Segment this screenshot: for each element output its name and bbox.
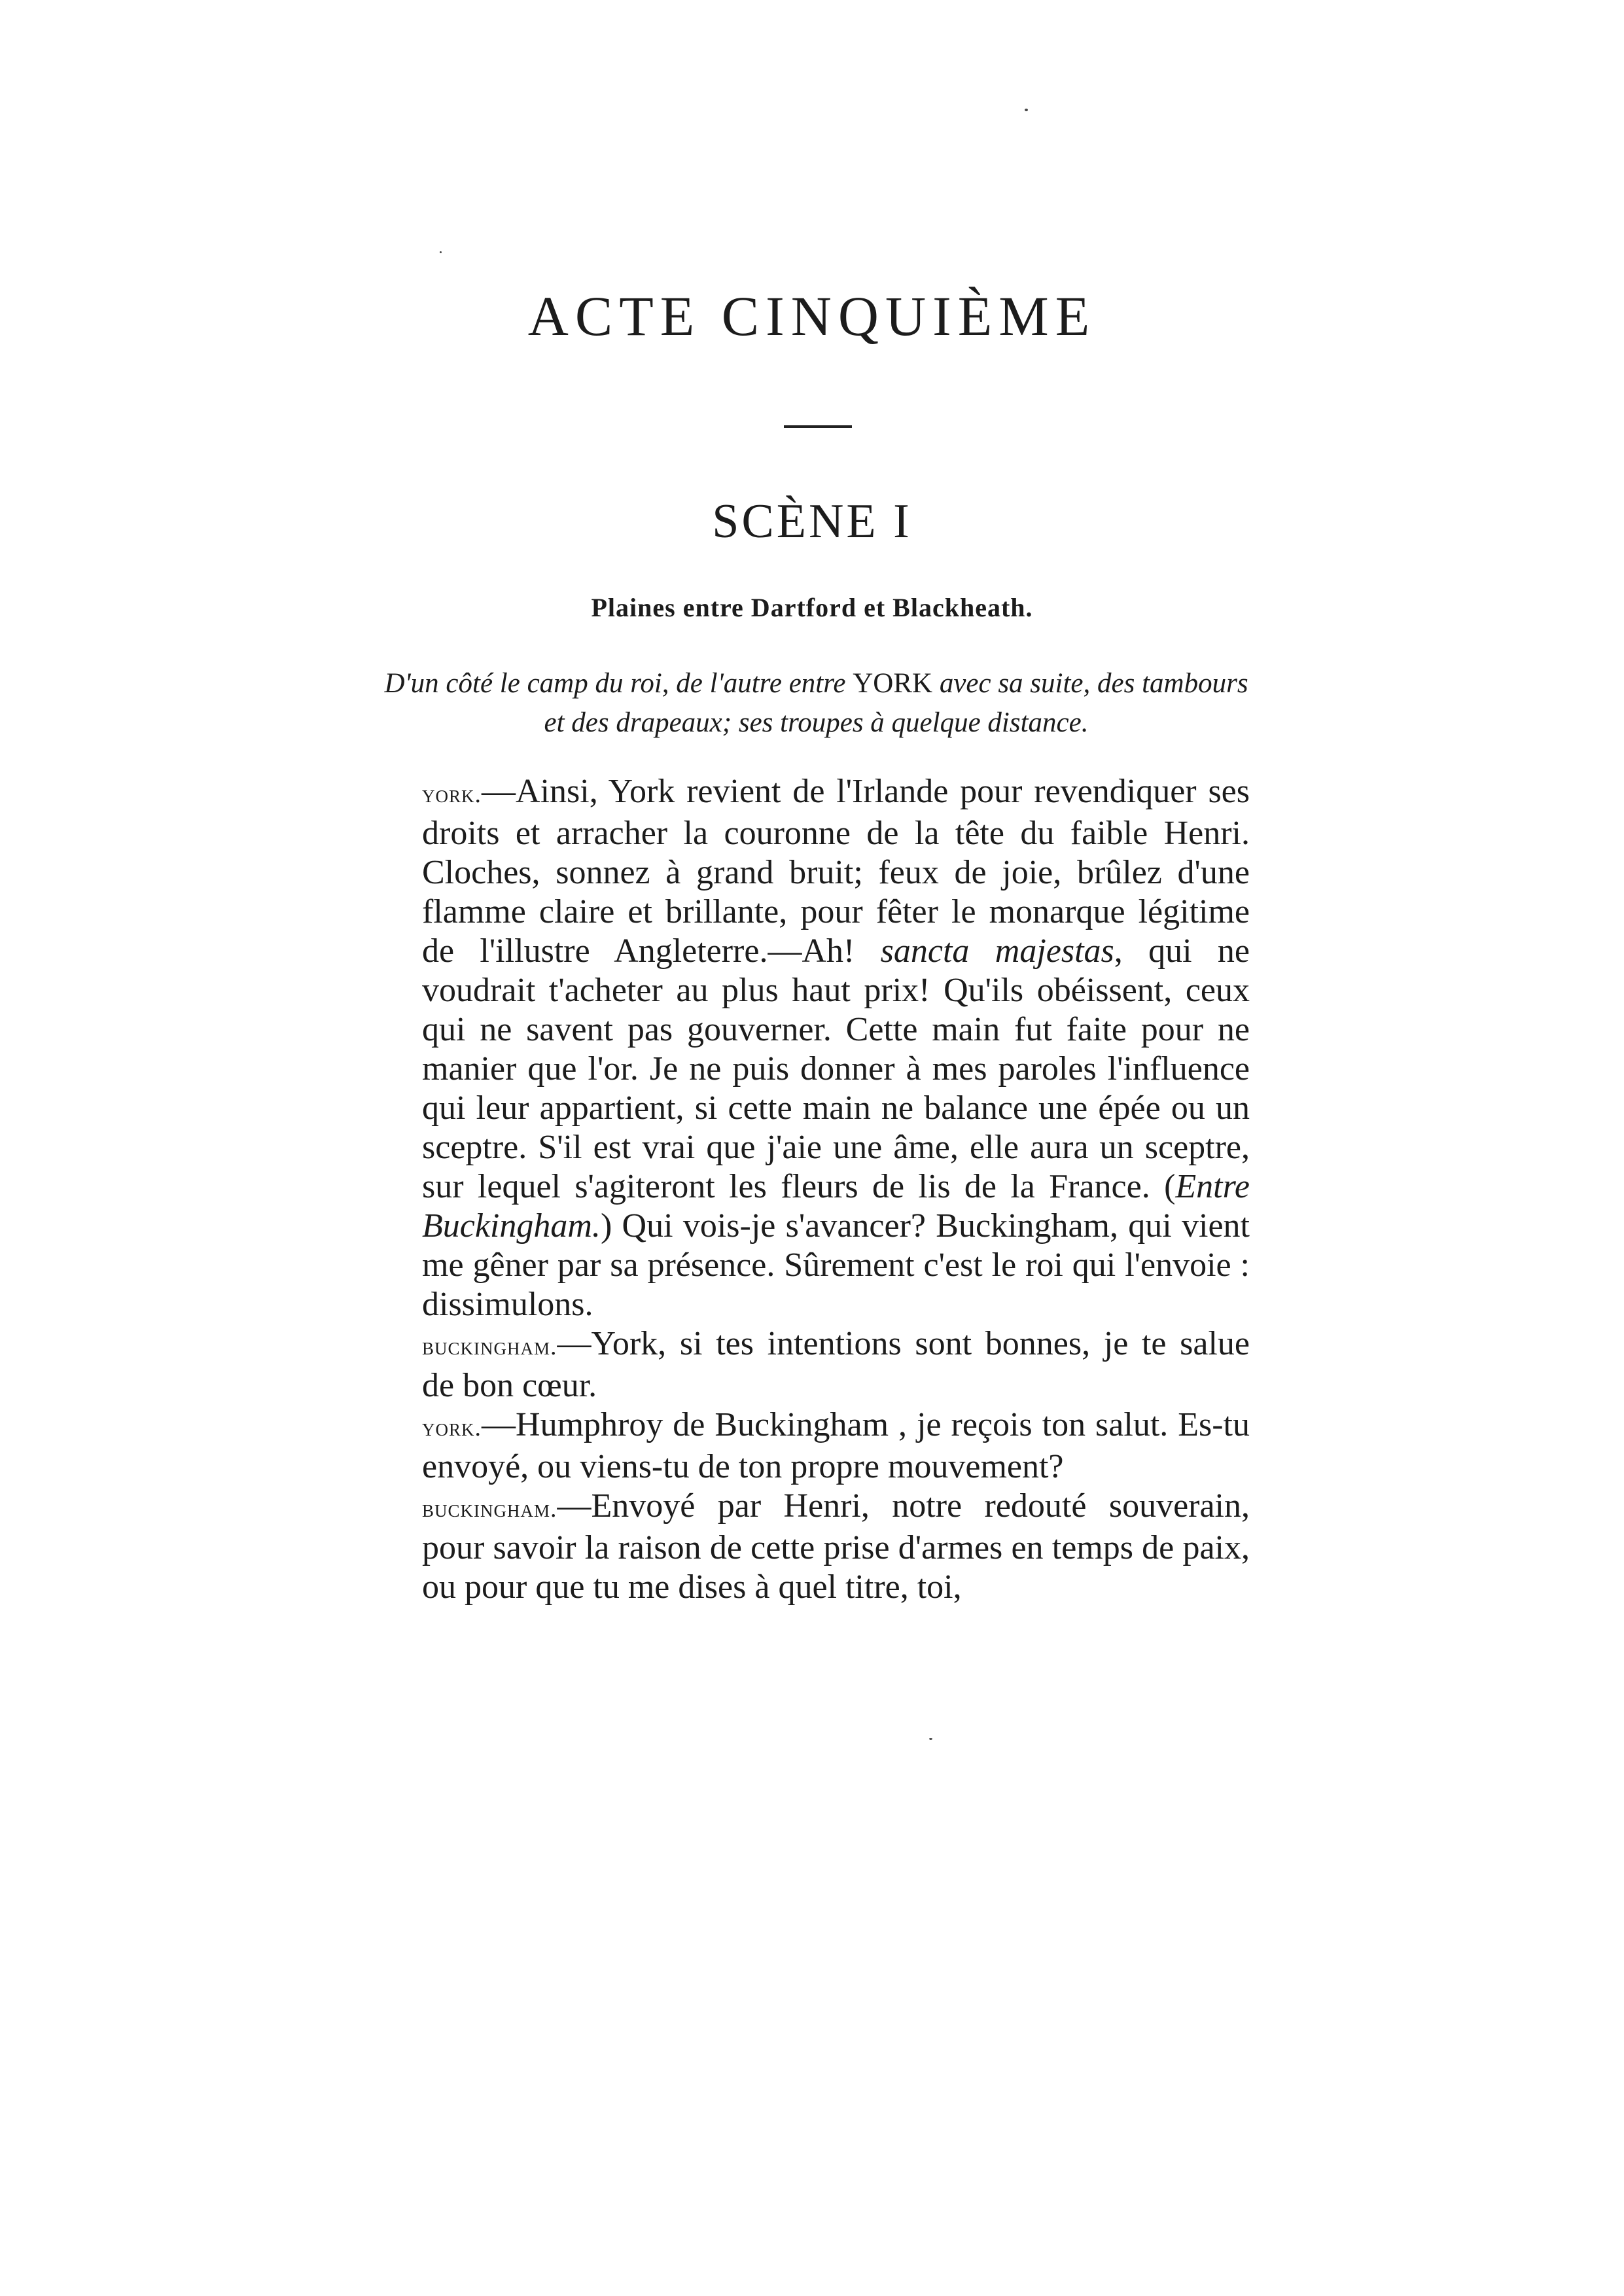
stage-direction [383,664,1250,743]
speech [422,1487,1250,1607]
speaker-name: york. [422,1414,482,1441]
stage-direction-text: D'un côté le camp du roi, de l'autre entre [384,668,853,699]
speech-text: , qui ne voudrait t'acheter au plus haut prix! Qu'ils obéissent, ceux qui ne savent pas gouverner. Cette main fut faite pour ne manier que l'or. Je ne puis donner à mes paroles l'influence qui leur appartient, si cette main ne balance une épée ou un sceptre. S'il est vrai que j'aie une âme, elle aura un sceptre, sur lequel s'agiteront les fleurs de lis de la France. ( [422,932,1250,1205]
speech-text: ) Qui vois-je s'avancer? Buckingham, qui vient me gêner par sa présence. Sûrement c'est le roi qui l'envoie : dissimulons. [422,1207,1250,1323]
speaker-name: buckingham. [422,1495,557,1523]
dialogue [422,772,1250,1607]
speech-text: —Envoyé par Henri, notre redouté souverain, pour savoir la raison de cette prise d'armes en temps de paix, ou pour que tu me dises à quel titre, toi, [422,1487,1250,1606]
act-title: ACTE CINQUIÈME [527,285,1097,347]
latin-phrase: sancta majestas [880,932,1114,970]
speech [422,772,1250,1324]
stage-direction-name: YORK [853,668,933,699]
speaker-name: york. [422,781,482,808]
speech-text: —Ainsi, York revient de l'Irlande pour revendiquer ses droits et arracher la couronne de la tête du faible Henri. Cloches, sonnez à grand bruit; feux de joie, brûlez d'une flamme claire et brillante, pour fêter le monarque légitime de l'illustre Angleterre.—Ah! [422,773,1250,970]
ink-speck [929,1738,932,1740]
speech-text: —York, si tes intentions sont bonnes, je te salue de bon cœur. [422,1325,1250,1404]
speech-text: —Humphroy de Buckingham , je reçois ton salut. Es-tu envoyé, ou viens-tu de ton propre mouvement? [422,1406,1250,1485]
inline-stage-direction: Entre Buckingham. [422,1168,1250,1245]
ink-speck [1025,109,1028,111]
scene-title: SCÈNE I [712,495,912,548]
speaker-name: buckingham. [422,1333,557,1360]
speech [422,1324,1250,1405]
stage-direction-text: avec sa suite, des tambours et des drapeaux; ses troupes à quelque distance. [544,668,1248,738]
ink-speck [440,251,442,253]
scene-setting: Plaines entre Dartford et Blackheath. [591,593,1033,622]
speech [422,1405,1250,1487]
title-divider [784,425,852,428]
